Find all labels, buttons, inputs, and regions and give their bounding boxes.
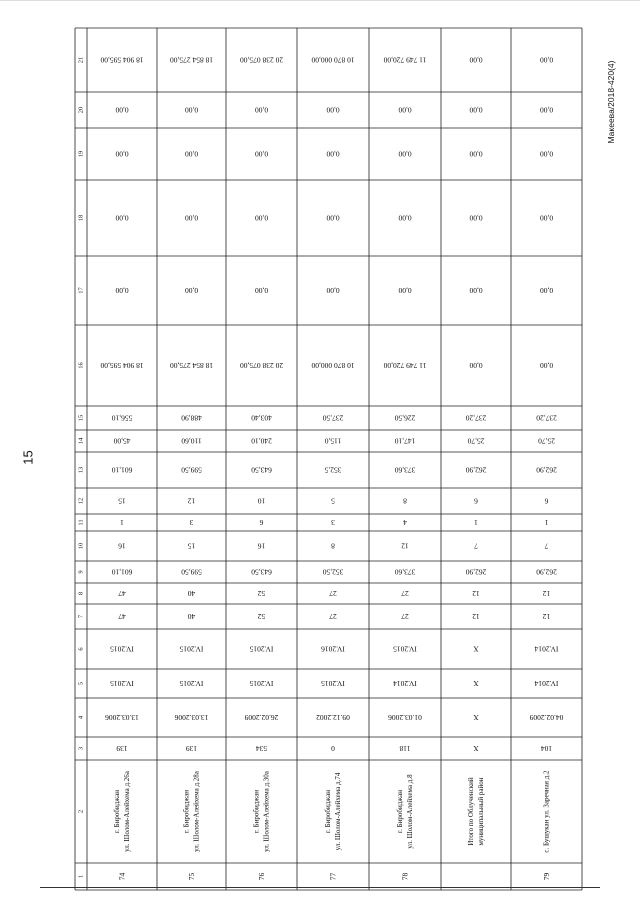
cell-value: 13.03.2006	[174, 713, 209, 722]
cell-value: 139	[116, 744, 128, 753]
cell-value: 262,90	[465, 567, 487, 577]
column-number: 1	[77, 874, 85, 879]
column-number: 18	[77, 214, 85, 222]
cell-value: 0,00	[254, 286, 269, 295]
cell-value: 601,10	[111, 465, 133, 475]
cell-value: IV.2015	[249, 644, 274, 654]
cell-value: 26.02.2009	[244, 713, 279, 722]
cell-value: IV.2015	[110, 644, 134, 654]
cell-value: 12	[401, 541, 409, 551]
cell-value: X	[473, 744, 479, 753]
cell-value: 8	[331, 541, 335, 551]
cell-value: IV.2015	[179, 644, 204, 654]
cell-value: 47	[118, 589, 126, 598]
cell-value: IV.2015	[393, 644, 417, 654]
cell-value: 6	[544, 496, 549, 506]
address-line-2: ул. Шолом-Алейхема д.74	[334, 772, 342, 851]
cell-value: IV.2016	[321, 644, 345, 654]
cell-value: 16	[118, 541, 126, 551]
cell-value: 3	[331, 518, 335, 527]
column-number: 2	[77, 809, 85, 814]
cell-value: 1	[120, 518, 124, 527]
cell-value: 262,90	[536, 567, 557, 577]
cell-value: 4	[403, 518, 407, 527]
row-number: 78	[400, 872, 410, 881]
cell-value: 373,60	[394, 567, 416, 577]
cell-value: 0	[331, 744, 335, 753]
cell-value: 237,20	[465, 413, 487, 423]
cell-value: 12	[542, 612, 551, 621]
cell-value: 118	[399, 744, 411, 753]
cell-value: 40	[187, 612, 196, 621]
bottom-rule	[40, 887, 600, 888]
cell-value: 11 749 720,00	[383, 55, 427, 65]
column-number: 5	[77, 681, 85, 686]
cell-value: 0,00	[254, 105, 269, 115]
cell-value: 18 904 595,00	[100, 361, 144, 370]
row-number: 75	[187, 872, 196, 881]
cell-value: 0,00	[115, 149, 129, 159]
cell-value: 0,00	[539, 105, 554, 115]
cell-value: 262,90	[465, 465, 487, 475]
cell-value: 0,00	[398, 213, 412, 223]
address-line-1: г. Биробиджан	[113, 790, 121, 833]
cell-value: 12	[187, 496, 196, 506]
cell-value: 139	[185, 744, 198, 753]
cell-value: 27	[401, 589, 409, 598]
cell-value: 27	[329, 589, 337, 598]
cell-value: 09.12.2002	[316, 713, 350, 722]
document-id-text: Макеева/2018-420(4)	[606, 60, 616, 144]
cell-value: 1	[474, 518, 478, 527]
cell-value: X	[473, 679, 479, 688]
cell-value: 534	[255, 744, 268, 753]
cell-value: IV.2014	[534, 679, 559, 688]
cell-value: 6	[259, 518, 264, 527]
cell-value: 599,50	[181, 465, 202, 475]
cell-value: 27	[401, 612, 409, 621]
cell-value: 403,40	[251, 413, 272, 423]
cell-value: 5	[331, 496, 335, 506]
cell-value: 16	[257, 541, 266, 551]
address-line-1: г. Биробиджан	[252, 790, 261, 833]
cell-value: 104	[540, 744, 553, 753]
cell-value: 0,00	[326, 149, 340, 159]
cell-value: 12	[472, 589, 480, 598]
cell-value: 15	[118, 496, 126, 506]
column-number: 4	[77, 715, 85, 720]
column-number: 10	[77, 542, 85, 550]
row-number: 77	[328, 872, 338, 881]
cell-value: 226,50	[394, 413, 416, 423]
cell-value: 3	[189, 518, 194, 527]
cell-value: 10 870 000,00	[311, 361, 355, 370]
row-number: 76	[257, 872, 266, 881]
cell-value: IV.2014	[393, 679, 417, 688]
cell-value: 0,00	[539, 213, 554, 223]
address-line-2: муниципальный район	[477, 777, 485, 846]
cell-value: 0,00	[539, 361, 554, 370]
cell-value: 110,60	[181, 436, 202, 446]
cell-value: 0,00	[469, 361, 483, 370]
cell-value: 18 904 595,00	[100, 55, 144, 65]
cell-value: 7	[544, 541, 549, 551]
cell-value: 20 238 075,00	[239, 55, 284, 65]
cell-value: 643,50	[251, 567, 272, 577]
cell-value: 6	[474, 496, 478, 506]
cell-value: 01.03.2006	[388, 713, 422, 722]
cell-value: 11 749 720,00	[383, 361, 427, 370]
cell-value: 0,00	[184, 213, 199, 223]
cell-value: 25,70	[467, 436, 485, 446]
address-line-2: ул. Шолом-Алейхема д.26а	[123, 771, 131, 852]
column-number: 7	[77, 614, 85, 619]
cell-value: 601,10	[111, 567, 133, 577]
cell-value: 0,00	[539, 149, 554, 159]
cell-value: 20 238 075,00	[239, 361, 284, 370]
cell-value: 10	[257, 496, 266, 506]
row-number: 74	[117, 872, 127, 881]
cell-value: 0,00	[398, 286, 412, 295]
cell-value: 237,20	[536, 413, 557, 423]
column-number: 19	[77, 150, 85, 158]
cell-value: 0,00	[115, 105, 129, 115]
cell-value: 0,00	[184, 105, 199, 115]
cell-value: 8	[403, 496, 407, 506]
cell-value: 0,00	[398, 105, 412, 115]
cell-value: 7	[474, 541, 478, 551]
cell-value: 45,00	[113, 436, 131, 446]
cell-value: 47	[118, 612, 126, 621]
cell-value: IV.2015	[321, 679, 345, 688]
column-number: 21	[77, 56, 85, 64]
cell-value: 147,10	[394, 436, 416, 446]
cell-value: 12	[542, 589, 551, 598]
address-line-2: ул. Шолом-Алейхема д.28а	[192, 771, 201, 852]
cell-value: 18 854 275,00	[169, 55, 214, 65]
column-number: 3	[77, 746, 85, 751]
column-number: 13	[77, 466, 85, 474]
cell-value: 12	[472, 612, 480, 621]
cell-value: 0,00	[184, 149, 199, 159]
cell-value: 0,00	[254, 149, 269, 159]
cell-value: 27	[329, 612, 337, 621]
cell-value: 13.03.2006	[105, 713, 139, 722]
cell-value: 643,50	[251, 465, 272, 475]
cell-value: 0,00	[115, 213, 129, 223]
cell-value: 0,00	[539, 55, 554, 65]
cell-value: 0,00	[326, 105, 340, 115]
cell-value: 0,00	[326, 286, 340, 295]
cell-value: 52	[257, 612, 266, 621]
cell-value: 373,60	[394, 465, 416, 475]
cell-value: 52	[257, 589, 266, 598]
cell-value: 1	[544, 518, 549, 527]
cell-value: 18 854 275,00	[169, 361, 214, 370]
cell-value: 0,00	[254, 213, 269, 223]
cell-value: 0,00	[469, 105, 483, 115]
cell-value: 0,00	[469, 286, 483, 295]
address-line-1: Итого по Облученский	[467, 777, 475, 846]
cell-value: 0,00	[539, 286, 554, 295]
cell-value: 0,00	[469, 55, 483, 65]
page-number-text: 15	[20, 450, 36, 465]
column-number: 12	[77, 497, 85, 505]
address-line-1: г. Биробиджан	[182, 790, 191, 833]
column-number: 16	[77, 362, 85, 369]
cell-value: 0,00	[469, 149, 483, 159]
cell-value: 556,10	[111, 413, 133, 423]
cell-value: 0,00	[398, 149, 412, 159]
cell-value: 0,00	[326, 213, 340, 223]
cell-value: 0,00	[184, 286, 199, 295]
cell-value: 115,0	[324, 436, 342, 446]
address-line-1: г. Биробиджан	[396, 790, 404, 833]
cell-value: 15	[187, 541, 196, 551]
cell-value: 0,00	[115, 286, 129, 295]
cell-value: X	[473, 644, 479, 654]
cell-value: 237,50	[322, 413, 344, 423]
row-number: 79	[542, 872, 551, 881]
column-number: 9	[77, 570, 85, 574]
address-line-1: г. Биробиджан	[324, 790, 332, 833]
cell-value: 40	[187, 589, 196, 598]
column-number: 14	[77, 437, 85, 445]
column-number: 15	[77, 414, 85, 422]
cell-value: 0,00	[469, 213, 483, 223]
cell-value: 599,50	[181, 567, 202, 577]
column-number: 20	[77, 106, 85, 114]
address-line-1: с. Бушукан ул. Заречная д.2	[542, 770, 551, 853]
cell-value: 262,90	[536, 465, 557, 475]
cell-value: 240,10	[251, 436, 272, 446]
column-number: 8	[77, 591, 85, 596]
address-line-2: ул. Шолом-Алейхема д.30а	[262, 771, 271, 852]
cell-value: 04.02.2009	[529, 713, 564, 722]
cell-value: 352,5	[324, 465, 342, 475]
table-cells	[78, 56, 564, 881]
cell-value: IV.2014	[534, 644, 559, 654]
column-number: 6	[77, 647, 85, 651]
cell-value: IV.2015	[249, 679, 274, 688]
cell-value: X	[473, 713, 479, 722]
column-number: 17	[77, 287, 85, 294]
cell-value: 488,90	[181, 413, 202, 423]
cell-value: IV.2015	[179, 679, 204, 688]
cell-value: IV.2015	[110, 679, 134, 688]
cell-value: 10 870 000,00	[311, 55, 355, 65]
cell-value: 25,70	[538, 436, 555, 446]
cell-value: 352,50	[322, 567, 344, 577]
address-line-2: ул. Шолом-Алейхема д.8	[406, 774, 414, 849]
column-number: 11	[77, 519, 85, 526]
